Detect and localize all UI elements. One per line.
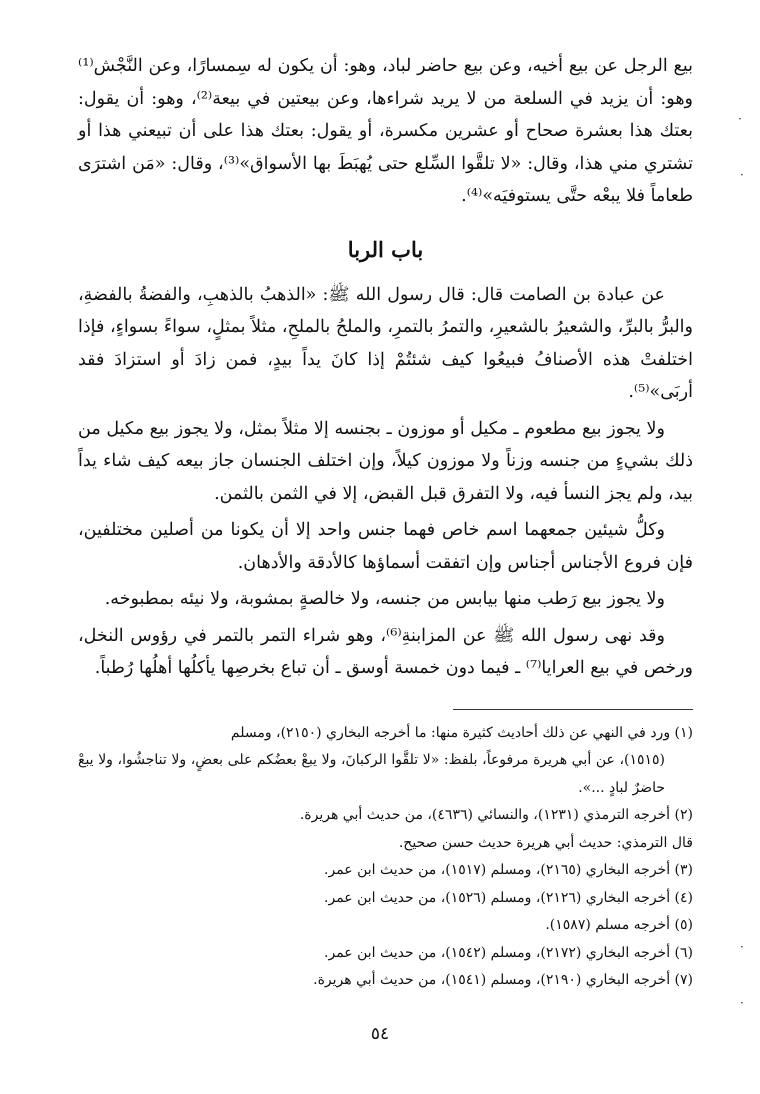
page-content	[78, 50, 693, 995]
footnotes	[78, 720, 693, 995]
scan-mark: ·	[740, 940, 744, 954]
footnote-7: (٧) أخرجه البخاري (٢١٩٠)، ومسلم (١٥٤١)، من حديث أبي هريرة.	[313, 972, 693, 988]
footnote-6: (٦) أخرجه البخاري (٢١٧٢)، ومسلم (١٥٤٢)، من حديث ابن عمر.	[324, 944, 693, 961]
page-number: ٥٤	[370, 1024, 390, 1044]
scan-mark: ·	[740, 996, 744, 1010]
scan-mark: ·	[738, 112, 742, 126]
scan-mark: ·	[740, 168, 744, 182]
footnote-1: (١) ورد في النهي عن ذلك أحاديث كثيرة منها: ما أخرجه البخاري (٢١٥٠)، ومسلم	[230, 724, 693, 741]
footnote-2: (٢) أخرجه الترمذي (١٢٣١)، والنسائي (٤٦٣٦)، من حديث أبي هريرة.	[299, 807, 693, 823]
body-paragraph-2: عن عبادة بن الصامت قال: قال رسول الله ﷺ: «الذهبُ بالذهبِ، والفضةُ بالفضةِ، والبرُّ بالبرِّ، والشعيرُ بالشعيرِ، والتمرُ بالتمرِ، والملحُ بالملحِ، مثلاً بمثلٍ، سواءً بسواءٍ، فإذا اختلفتْ هذه الأصنافُ فبيعُوا كيف شئتُمْ إذا كانَ يداً بيدٍ، فمن زادَ أو استزادَ فقد أربَى»⁽⁵⁾.	[78, 284, 693, 402]
footnote-3: (٣) أخرجه البخاري (٢١٦٥)، ومسلم (١٥١٧)، من حديث ابن عمر.	[324, 862, 693, 878]
body-paragraph-1: بيع الرجل عن بيع أخيه، وعن بيع حاضر لباد، وهو: أن يكون له سِمسارًا، وعن النَّجْش⁽¹⁾ وهو: أن يزيد في السلعة من لا يريد شراءها، وعن بيعتين في بيعة⁽²⁾، وهو: أن يقول: بعتك هذا بعشرة صحاح أو عشرين مكسرة، أو يقول: بعتك هذا على أن تبيعني هذا أو تشتري مني هذا، وقال: «لا تلقَّوا السِّلع حتى يُهبَطَ بها الأسواق»⁽³⁾، وقال: «مَن اشترَى طعاماً فلا يبعْه حتَّى يستوفيَه»⁽⁴⁾.	[78, 56, 693, 206]
footnote-2-note: قال الترمذي: حديث أبي هريرة حديث حسن صحيح.	[398, 834, 693, 851]
body-paragraph-6: وقد نهى رسول الله ﷺ عن المزابنةِ⁽⁶⁾، وهو شراء التمر بالتمر في رؤوس النخل، ورخص في بيع العرايا⁽⁷⁾ ـ فيما دون خمسة أوسق ـ أن تباع بخرصِها يأكلُها أهلُها رُطباً.	[78, 625, 693, 678]
body-paragraph-5: ولا يجوز بيع رَطب منها بيابس من جنسه، ولا خالصةٍ بمشوبة، ولا نيئه بمطبوخه.	[104, 589, 665, 609]
footnote-5: (٥) أخرجه مسلم (١٥٨٧).	[545, 917, 693, 933]
body-paragraph-4: وكلُّ شيئين جمعهما اسم خاص فهما جنس واحد إلا أن يكونا من أصلين مختلفين، فإن فروع الأجناس أجناس وإن اتفقت أسماؤها كالأدقة والأدهان.	[78, 520, 693, 573]
body-paragraph-3: ولا يجوز بيع مطعوم ـ مكيل أو موزون ـ بجنسه إلا مثلاً بمثل، ولا يجوز بيع مكيل من ذلك بشيءٍ من جنسه وزناً ولا موزون كيلاً، وإن اختلف الجنسان جاز بيعه كيف شاء يداً بيد، ولم يجز النسأ فيه، ولا التفرق قبل القبض، إلا في الثمن بالثمن.	[78, 418, 693, 504]
footnote-divider	[453, 709, 693, 710]
footnote-4: (٤) أخرجه البخاري (٢١٢٦)، ومسلم (١٥٢٦)، من حديث ابن عمر.	[324, 889, 693, 906]
section-heading: باب الربا	[347, 236, 424, 262]
footnote-1-continued: (١٥١٥)، عن أبي هريرة مرفوعاً، بلفظ: «لا تلقَّوا الركبانَ، ولا يبعْ بعضُكم على بعضٍ، ولا تناجشُوا، ولا يبعْ حاضرٌ لبادٍ ...».	[78, 752, 665, 796]
